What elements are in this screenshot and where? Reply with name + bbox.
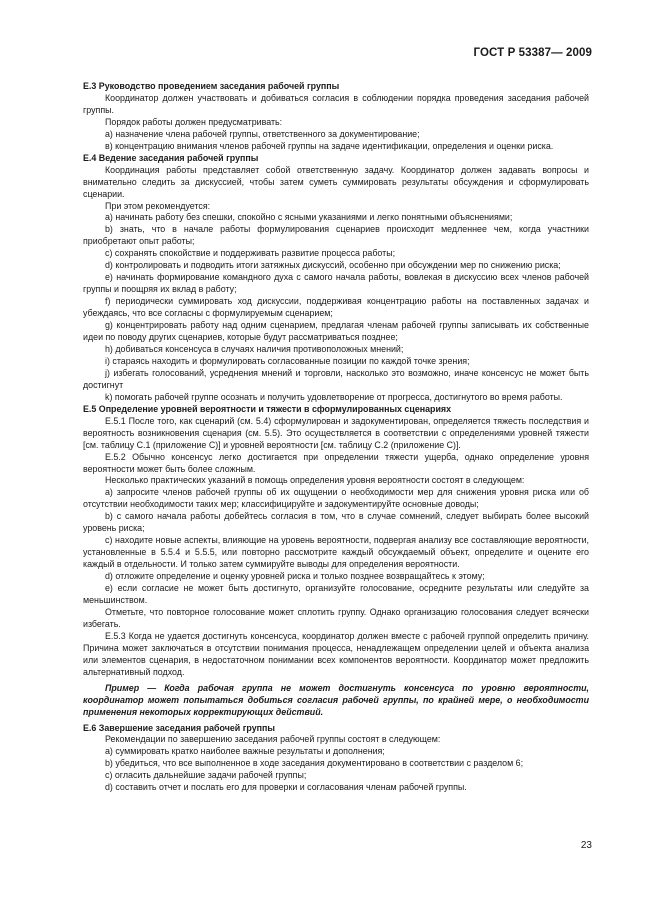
paragraph: с) огласить дальнейшие задачи рабочей группы; — [105, 770, 307, 781]
paragraph: Рекомендации по завершению заседания рабочей группы состоят в следующем: — [105, 734, 441, 745]
paragraph: b) с самого начала работы добейтесь согласия в том, что в случае сомнений, следует выбирать более высокий уровень риска; — [83, 511, 589, 534]
paragraph: b) убедиться, что все выполненное в ходе заседания документировано в соответствии с разделом 6; — [105, 758, 524, 769]
paragraph: а) назначение члена рабочей группы, ответственного за документирование; — [105, 128, 420, 139]
paragraph: е) начинать формирование командного духа с самого начала работы, вовлекая в дискуссию всех членов рабочей группы и поощряя их вклад в работу; — [83, 272, 589, 295]
paragraph: с) находите новые аспекты, влияющие на уровень вероятности, подвергая анализу все составляющие вероятности, установленные в 5.5.4 и 5.5.5, или повторно рассмотрите каждый обсуждаемый объект, определите и оцените его каждый в отдельности. И только затем суммируйте выводы для определения вероятности. — [83, 535, 589, 570]
example-note: Пример — Когда рабочая группа не может достигнуть консенсуса по уровню вероятности, координатор может попытаться добиться согласия рабочей группы, по крайней мере, о необходимости применения некоторых корректирующих действий. — [83, 682, 589, 717]
paragraph: k) помогать рабочей группе осознать и получить удовлетворение от прогресса, достигнутого во время работы. — [105, 391, 563, 402]
paragraph: Несколько практических указаний в помощь определения уровня вероятности состоят в следующем: — [105, 475, 525, 486]
section-heading: Е.3 Руководство проведением заседания рабочей группы — [83, 81, 340, 91]
paragraph: d) контролировать и подводить итоги затяжных дискуссий, особенно при обсуждении мер по снижению риска; — [105, 260, 561, 271]
paragraph: Координация работы представляет собой ответственную задачу. Координатор должен задавать вопросы и внимательно следить за дискуссией, чтобы затем суметь суммировать результаты обсуждения и сформулировать сценарии. — [83, 164, 589, 199]
paragraph: Отметьте, что повторное голосование может сплотить группу. Однако организацию голосования следует всячески избегать. — [83, 606, 589, 629]
section-heading: Е.5 Определение уровней вероятности и тяжести в сформулированных сценариях — [83, 403, 452, 414]
paragraph: При этом рекомендуется: — [105, 200, 211, 211]
paragraph: а) суммировать кратко наиболее важные результаты и дополнения; — [105, 746, 385, 757]
paragraph: с) сохранять спокойствие и поддерживать развитие процесса работы; — [105, 248, 396, 259]
paragraph: Е.5.3 Когда не удается достигнуть консенсуса, координатор должен вместе с рабочей группой определить причину. Причина может заключаться в отсутствии понимания процесса, ненадлежащем определении целей и объекта анализа или элементов сценария, в недостаточном понимании всех компонентов вероятности. Координатор может предложить альтернативный подход. — [83, 630, 589, 677]
paragraph: d) составить отчет и послать его для проверки и согласования членам рабочей группы. — [105, 782, 467, 793]
document-body — [83, 81, 589, 794]
paragraph: е) если согласие не может быть достигнуто, организуйте голосование, осредните результаты или следуйте за меньшинством. — [83, 583, 589, 605]
paragraph: j) избегать голосований, усреднения мнений и торговли, насколько это возможно, иначе консенсус не может быть достигнут — [83, 367, 589, 390]
paragraph: f) периодически суммировать ход дискуссии, поддерживая концентрацию работы на поставленных задачах и убеждаясь, что все согласны с формулируемым сценарием; — [83, 296, 589, 319]
paragraph: g) концентрировать работу над одним сценарием, предлагая членам рабочей группы записывать их собственные идеи по поводу других сценариев, которые будут рассматриваться позднее; — [83, 320, 589, 343]
paragraph: а) запросите членов рабочей группы об их ощущении о необходимости мер для снижения уровня риска или об отсутствии необходимости таких мер; классифицируйте и задокументируйте основные доводы; — [83, 487, 589, 510]
section-heading: Е.6 Завершение заседания рабочей группы — [83, 722, 275, 733]
page-number: 23 — [580, 840, 592, 851]
paragraph: Е.5.1 После того, как сценарий (см. 5.4) сформулирован и задокументирован, определяется тяжесть последствия и вероятность возникновения сценария (см. 5.5). Это осуществляется в соответствии с определениями уровней тяжести [см. таблицу С.1 (приложение С)] и уровней вероятности [см. таблицу С.2 (приложение С)]. — [83, 415, 589, 450]
paragraph: b) знать, что в начале работы формулирования сценариев происходит медленнее чем, когда участники приобретают опыт работы; — [83, 224, 589, 247]
section-heading: Е.4 Ведение заседания рабочей группы — [83, 152, 259, 163]
standard-designation: ГОСТ Р 53387— 2009 — [473, 47, 592, 59]
paragraph: в) концентрацию внимания членов рабочей группы на задаче идентификации, определения и оценки риска. — [105, 140, 554, 151]
paragraph: h) добиваться консенсуса в случаях наличия противоположных мнений; — [105, 343, 404, 354]
paragraph: Координатор должен участвовать и добиваться согласия в соблюдении порядка проведения заседания рабочей группы. — [83, 92, 589, 115]
paragraph: а) начинать работу без спешки, спокойно с ясными указаниями и легко понятными объяснениями; — [105, 212, 513, 223]
paragraph: d) отложите определение и оценку уровней риска и только позднее возвращайтесь к этому; — [105, 571, 485, 582]
paragraph: Е.5.2 Обычно консенсус легко достигается при определении тяжести ущерба, однако определение уровня вероятности может быть более сложным. — [83, 451, 589, 474]
paragraph: Порядок работы должен предусматривать: — [105, 116, 283, 127]
paragraph: i) стараясь находить и формулировать согласованные позиции по каждой точке зрения; — [105, 355, 470, 366]
